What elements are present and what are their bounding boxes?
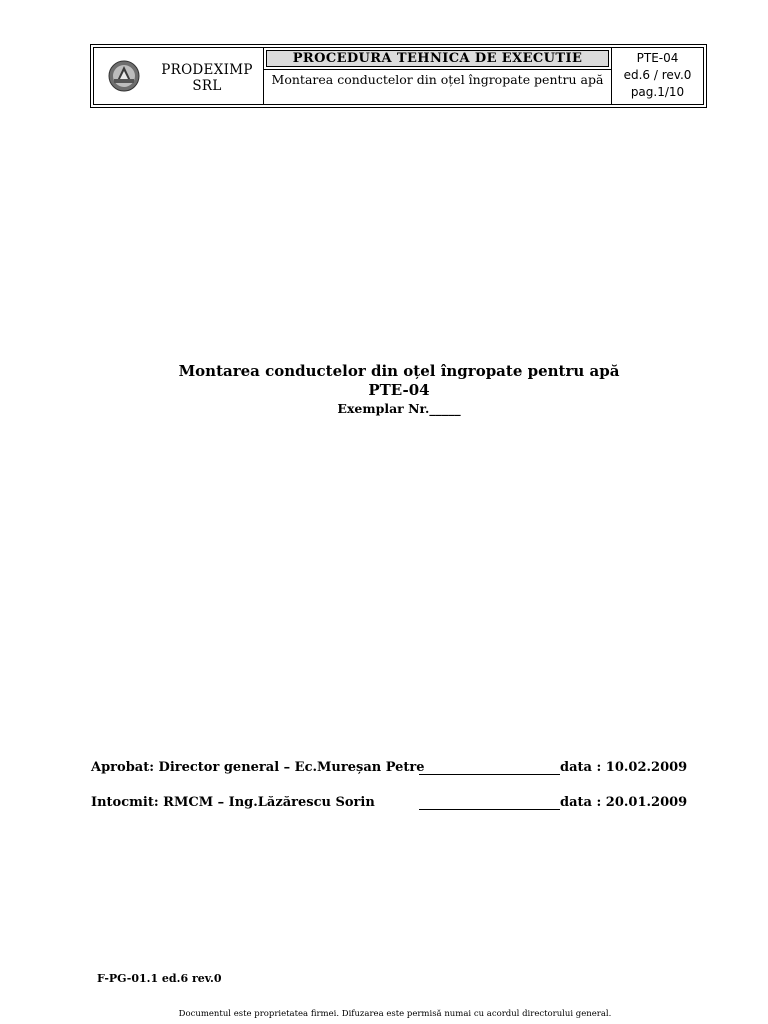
author-row <box>91 795 691 815</box>
header-inner-frame <box>93 47 704 105</box>
company-name-line2: SRL <box>192 78 222 94</box>
author-label: Intocmit: RMCM – Ing.Lăzărescu Sorin <box>91 795 375 810</box>
approval-label: Aprobat: Director general – Ec.Mureșan Petre <box>91 760 425 775</box>
page-number: pag.1/10 <box>630 85 685 99</box>
procedure-title: Montarea conductelor din oțel îngropate pentru apă <box>271 72 604 87</box>
approval-date: data : 10.02.2009 <box>560 760 688 775</box>
edition-revision: ed.6 / rev.0 <box>623 68 692 82</box>
procedure-divider <box>264 69 611 70</box>
reference-cell <box>612 48 703 106</box>
exemplar-number: Exemplar Nr._____ <box>337 401 461 416</box>
form-code: F-PG-01.1 ed.6 rev.0 <box>97 972 222 985</box>
company-cell <box>94 48 264 104</box>
document-code: PTE-04 <box>368 381 430 399</box>
document-header <box>90 44 707 108</box>
approval-row <box>91 760 691 780</box>
author-date: data : 20.01.2009 <box>560 795 688 810</box>
procedure-type: PROCEDURA TEHNICA DE EXECUTIE <box>266 50 609 67</box>
procedure-code: PTE-04 <box>636 51 679 65</box>
document-title: Montarea conductelor din oțel îngropate pentru apă <box>178 362 620 380</box>
title-block <box>0 362 768 418</box>
author-signature-line <box>419 809 560 810</box>
company-logo-icon <box>108 60 140 92</box>
approval-signature-line <box>419 774 560 775</box>
procedure-cell <box>264 48 612 104</box>
company-name <box>152 62 262 94</box>
footer-note: Documentul este proprietatea firmei. Difuzarea este permisă numai cu acordul directorului general. <box>178 1009 612 1019</box>
company-name-line1: PRODEXIMP <box>161 62 253 78</box>
